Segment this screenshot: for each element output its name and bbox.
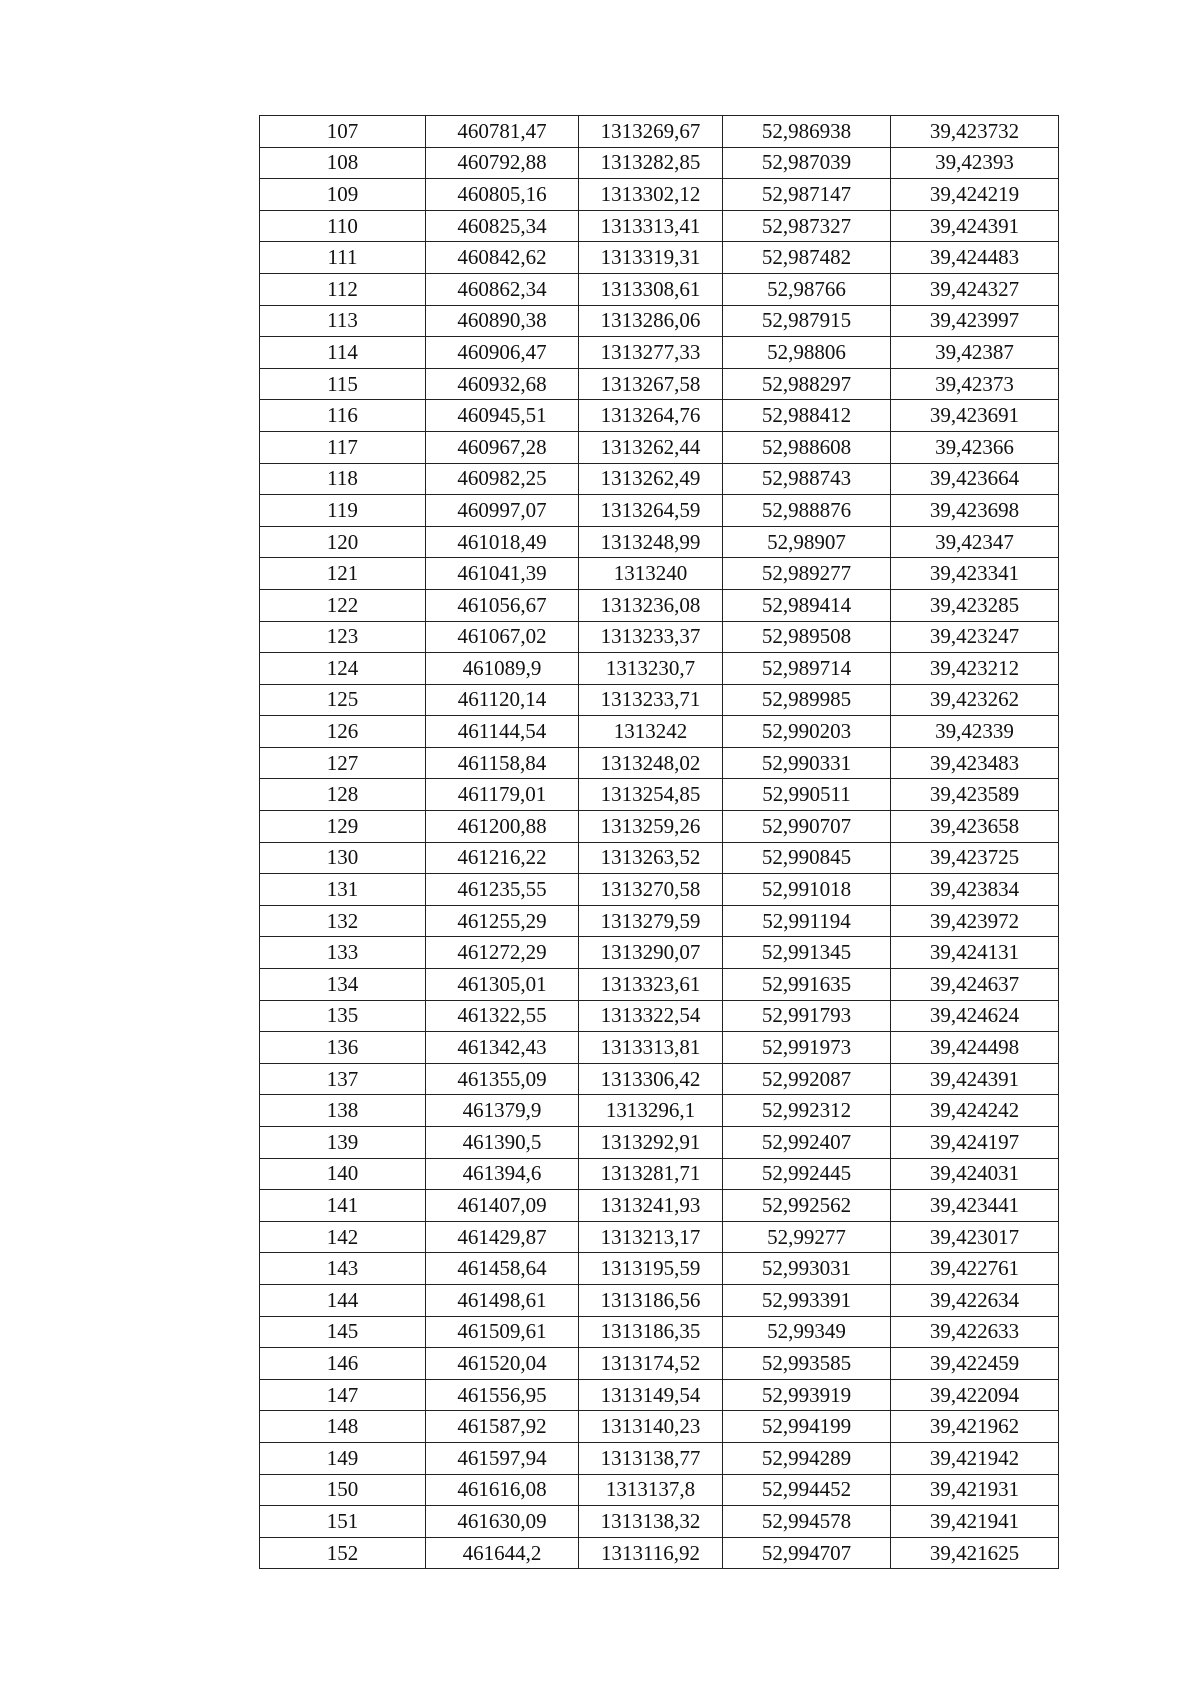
longitude-cell: 39,423285 bbox=[891, 589, 1059, 621]
x-coordinate-cell: 461018,49 bbox=[426, 526, 579, 558]
x-coordinate-cell: 461630,09 bbox=[426, 1506, 579, 1538]
x-coordinate-cell: 461644,2 bbox=[426, 1537, 579, 1569]
longitude-cell: 39,423589 bbox=[891, 779, 1059, 811]
latitude-cell: 52,987915 bbox=[723, 305, 891, 337]
x-coordinate-cell: 461520,04 bbox=[426, 1348, 579, 1380]
table-row bbox=[260, 273, 1059, 305]
x-coordinate-cell: 460825,34 bbox=[426, 210, 579, 242]
x-coordinate-cell: 461200,88 bbox=[426, 811, 579, 843]
point-number-cell: 134 bbox=[260, 969, 426, 1001]
y-coordinate-cell: 1313137,8 bbox=[579, 1474, 723, 1506]
longitude-cell: 39,422634 bbox=[891, 1284, 1059, 1316]
latitude-cell: 52,988876 bbox=[723, 495, 891, 527]
x-coordinate-cell: 461067,02 bbox=[426, 621, 579, 653]
table-row bbox=[260, 1379, 1059, 1411]
y-coordinate-cell: 1313264,76 bbox=[579, 400, 723, 432]
latitude-cell: 52,99277 bbox=[723, 1221, 891, 1253]
longitude-cell: 39,424242 bbox=[891, 1095, 1059, 1127]
x-coordinate-cell: 461587,92 bbox=[426, 1411, 579, 1443]
latitude-cell: 52,993031 bbox=[723, 1253, 891, 1285]
longitude-cell: 39,424391 bbox=[891, 210, 1059, 242]
y-coordinate-cell: 1313279,59 bbox=[579, 905, 723, 937]
latitude-cell: 52,991973 bbox=[723, 1032, 891, 1064]
longitude-cell: 39,424391 bbox=[891, 1063, 1059, 1095]
longitude-cell: 39,423997 bbox=[891, 305, 1059, 337]
table-row bbox=[260, 116, 1059, 148]
table-row bbox=[260, 811, 1059, 843]
table-row bbox=[260, 179, 1059, 211]
longitude-cell: 39,42366 bbox=[891, 431, 1059, 463]
longitude-cell: 39,423247 bbox=[891, 621, 1059, 653]
longitude-cell: 39,42387 bbox=[891, 337, 1059, 369]
y-coordinate-cell: 1313138,77 bbox=[579, 1442, 723, 1474]
table-row bbox=[260, 147, 1059, 179]
x-coordinate-cell: 461041,39 bbox=[426, 558, 579, 590]
x-coordinate-cell: 461179,01 bbox=[426, 779, 579, 811]
table-row bbox=[260, 1253, 1059, 1285]
x-coordinate-cell: 461394,6 bbox=[426, 1158, 579, 1190]
longitude-cell: 39,423483 bbox=[891, 747, 1059, 779]
y-coordinate-cell: 1313292,91 bbox=[579, 1127, 723, 1159]
latitude-cell: 52,99349 bbox=[723, 1316, 891, 1348]
longitude-cell: 39,423972 bbox=[891, 905, 1059, 937]
y-coordinate-cell: 1313313,41 bbox=[579, 210, 723, 242]
y-coordinate-cell: 1313290,07 bbox=[579, 937, 723, 969]
y-coordinate-cell: 1313233,37 bbox=[579, 621, 723, 653]
y-coordinate-cell: 1313186,35 bbox=[579, 1316, 723, 1348]
latitude-cell: 52,990331 bbox=[723, 747, 891, 779]
longitude-cell: 39,423691 bbox=[891, 400, 1059, 432]
table-row bbox=[260, 1158, 1059, 1190]
longitude-cell: 39,424131 bbox=[891, 937, 1059, 969]
x-coordinate-cell: 461322,55 bbox=[426, 1000, 579, 1032]
longitude-cell: 39,422633 bbox=[891, 1316, 1059, 1348]
latitude-cell: 52,988743 bbox=[723, 463, 891, 495]
point-number-cell: 146 bbox=[260, 1348, 426, 1380]
table-row bbox=[260, 747, 1059, 779]
x-coordinate-cell: 460862,34 bbox=[426, 273, 579, 305]
latitude-cell: 52,989508 bbox=[723, 621, 891, 653]
point-number-cell: 130 bbox=[260, 842, 426, 874]
x-coordinate-cell: 460967,28 bbox=[426, 431, 579, 463]
longitude-cell: 39,422459 bbox=[891, 1348, 1059, 1380]
longitude-cell: 39,422094 bbox=[891, 1379, 1059, 1411]
x-coordinate-cell: 461158,84 bbox=[426, 747, 579, 779]
latitude-cell: 52,989414 bbox=[723, 589, 891, 621]
y-coordinate-cell: 1313248,02 bbox=[579, 747, 723, 779]
y-coordinate-cell: 1313242 bbox=[579, 716, 723, 748]
y-coordinate-cell: 1313286,06 bbox=[579, 305, 723, 337]
x-coordinate-cell: 461056,67 bbox=[426, 589, 579, 621]
latitude-cell: 52,98806 bbox=[723, 337, 891, 369]
y-coordinate-cell: 1313138,32 bbox=[579, 1506, 723, 1538]
latitude-cell: 52,98766 bbox=[723, 273, 891, 305]
x-coordinate-cell: 460945,51 bbox=[426, 400, 579, 432]
table-row bbox=[260, 1442, 1059, 1474]
point-number-cell: 120 bbox=[260, 526, 426, 558]
latitude-cell: 52,992445 bbox=[723, 1158, 891, 1190]
latitude-cell: 52,991018 bbox=[723, 874, 891, 906]
latitude-cell: 52,988297 bbox=[723, 368, 891, 400]
table-row bbox=[260, 210, 1059, 242]
point-number-cell: 121 bbox=[260, 558, 426, 590]
latitude-cell: 52,992312 bbox=[723, 1095, 891, 1127]
x-coordinate-cell: 460932,68 bbox=[426, 368, 579, 400]
x-coordinate-cell: 460982,25 bbox=[426, 463, 579, 495]
x-coordinate-cell: 461509,61 bbox=[426, 1316, 579, 1348]
longitude-cell: 39,423732 bbox=[891, 116, 1059, 148]
y-coordinate-cell: 1313323,61 bbox=[579, 969, 723, 1001]
longitude-cell: 39,421931 bbox=[891, 1474, 1059, 1506]
x-coordinate-cell: 461144,54 bbox=[426, 716, 579, 748]
x-coordinate-cell: 460842,62 bbox=[426, 242, 579, 274]
table-row bbox=[260, 1095, 1059, 1127]
x-coordinate-cell: 461216,22 bbox=[426, 842, 579, 874]
point-number-cell: 126 bbox=[260, 716, 426, 748]
y-coordinate-cell: 1313269,67 bbox=[579, 116, 723, 148]
latitude-cell: 52,989985 bbox=[723, 684, 891, 716]
longitude-cell: 39,423664 bbox=[891, 463, 1059, 495]
longitude-cell: 39,423698 bbox=[891, 495, 1059, 527]
table-row bbox=[260, 905, 1059, 937]
point-number-cell: 111 bbox=[260, 242, 426, 274]
table-row bbox=[260, 779, 1059, 811]
y-coordinate-cell: 1313296,1 bbox=[579, 1095, 723, 1127]
y-coordinate-cell: 1313174,52 bbox=[579, 1348, 723, 1380]
point-number-cell: 113 bbox=[260, 305, 426, 337]
table-row bbox=[260, 1537, 1059, 1569]
point-number-cell: 114 bbox=[260, 337, 426, 369]
table-row bbox=[260, 431, 1059, 463]
table-row bbox=[260, 937, 1059, 969]
table-row bbox=[260, 368, 1059, 400]
point-number-cell: 152 bbox=[260, 1537, 426, 1569]
table-row bbox=[260, 621, 1059, 653]
longitude-cell: 39,423441 bbox=[891, 1190, 1059, 1222]
y-coordinate-cell: 1313308,61 bbox=[579, 273, 723, 305]
latitude-cell: 52,993585 bbox=[723, 1348, 891, 1380]
longitude-cell: 39,422761 bbox=[891, 1253, 1059, 1285]
point-number-cell: 110 bbox=[260, 210, 426, 242]
point-number-cell: 117 bbox=[260, 431, 426, 463]
table-row bbox=[260, 1506, 1059, 1538]
latitude-cell: 52,992562 bbox=[723, 1190, 891, 1222]
y-coordinate-cell: 1313149,54 bbox=[579, 1379, 723, 1411]
table-row bbox=[260, 400, 1059, 432]
table-row bbox=[260, 1284, 1059, 1316]
longitude-cell: 39,421941 bbox=[891, 1506, 1059, 1538]
point-number-cell: 125 bbox=[260, 684, 426, 716]
latitude-cell: 52,992407 bbox=[723, 1127, 891, 1159]
y-coordinate-cell: 1313195,59 bbox=[579, 1253, 723, 1285]
y-coordinate-cell: 1313248,99 bbox=[579, 526, 723, 558]
x-coordinate-cell: 460805,16 bbox=[426, 179, 579, 211]
latitude-cell: 52,990845 bbox=[723, 842, 891, 874]
x-coordinate-cell: 461458,64 bbox=[426, 1253, 579, 1285]
y-coordinate-cell: 1313277,33 bbox=[579, 337, 723, 369]
y-coordinate-cell: 1313241,93 bbox=[579, 1190, 723, 1222]
longitude-cell: 39,424219 bbox=[891, 179, 1059, 211]
y-coordinate-cell: 1313263,52 bbox=[579, 842, 723, 874]
point-number-cell: 116 bbox=[260, 400, 426, 432]
table-body bbox=[260, 116, 1059, 1569]
point-number-cell: 119 bbox=[260, 495, 426, 527]
table-row bbox=[260, 969, 1059, 1001]
point-number-cell: 144 bbox=[260, 1284, 426, 1316]
longitude-cell: 39,424498 bbox=[891, 1032, 1059, 1064]
longitude-cell: 39,42347 bbox=[891, 526, 1059, 558]
x-coordinate-cell: 461379,9 bbox=[426, 1095, 579, 1127]
latitude-cell: 52,988608 bbox=[723, 431, 891, 463]
y-coordinate-cell: 1313213,17 bbox=[579, 1221, 723, 1253]
latitude-cell: 52,988412 bbox=[723, 400, 891, 432]
point-number-cell: 138 bbox=[260, 1095, 426, 1127]
longitude-cell: 39,423725 bbox=[891, 842, 1059, 874]
longitude-cell: 39,42373 bbox=[891, 368, 1059, 400]
table-row bbox=[260, 1316, 1059, 1348]
point-number-cell: 118 bbox=[260, 463, 426, 495]
latitude-cell: 52,991345 bbox=[723, 937, 891, 969]
point-number-cell: 108 bbox=[260, 147, 426, 179]
longitude-cell: 39,424483 bbox=[891, 242, 1059, 274]
table-row bbox=[260, 1063, 1059, 1095]
y-coordinate-cell: 1313236,08 bbox=[579, 589, 723, 621]
y-coordinate-cell: 1313259,26 bbox=[579, 811, 723, 843]
latitude-cell: 52,991194 bbox=[723, 905, 891, 937]
y-coordinate-cell: 1313270,58 bbox=[579, 874, 723, 906]
y-coordinate-cell: 1313116,92 bbox=[579, 1537, 723, 1569]
table-row bbox=[260, 653, 1059, 685]
y-coordinate-cell: 1313240 bbox=[579, 558, 723, 590]
x-coordinate-cell: 460906,47 bbox=[426, 337, 579, 369]
coordinates-table bbox=[259, 115, 1059, 1569]
longitude-cell: 39,421962 bbox=[891, 1411, 1059, 1443]
longitude-cell: 39,423834 bbox=[891, 874, 1059, 906]
y-coordinate-cell: 1313254,85 bbox=[579, 779, 723, 811]
y-coordinate-cell: 1313322,54 bbox=[579, 1000, 723, 1032]
latitude-cell: 52,986938 bbox=[723, 116, 891, 148]
table-row bbox=[260, 842, 1059, 874]
x-coordinate-cell: 461272,29 bbox=[426, 937, 579, 969]
latitude-cell: 52,990707 bbox=[723, 811, 891, 843]
point-number-cell: 149 bbox=[260, 1442, 426, 1474]
point-number-cell: 135 bbox=[260, 1000, 426, 1032]
table-row bbox=[260, 305, 1059, 337]
longitude-cell: 39,421625 bbox=[891, 1537, 1059, 1569]
longitude-cell: 39,424197 bbox=[891, 1127, 1059, 1159]
point-number-cell: 131 bbox=[260, 874, 426, 906]
longitude-cell: 39,423341 bbox=[891, 558, 1059, 590]
y-coordinate-cell: 1313262,49 bbox=[579, 463, 723, 495]
longitude-cell: 39,42339 bbox=[891, 716, 1059, 748]
table-row bbox=[260, 684, 1059, 716]
longitude-cell: 39,424327 bbox=[891, 273, 1059, 305]
latitude-cell: 52,989714 bbox=[723, 653, 891, 685]
x-coordinate-cell: 460890,38 bbox=[426, 305, 579, 337]
longitude-cell: 39,424031 bbox=[891, 1158, 1059, 1190]
point-number-cell: 145 bbox=[260, 1316, 426, 1348]
x-coordinate-cell: 461407,09 bbox=[426, 1190, 579, 1222]
point-number-cell: 151 bbox=[260, 1506, 426, 1538]
longitude-cell: 39,423658 bbox=[891, 811, 1059, 843]
y-coordinate-cell: 1313264,59 bbox=[579, 495, 723, 527]
longitude-cell: 39,424624 bbox=[891, 1000, 1059, 1032]
x-coordinate-cell: 461342,43 bbox=[426, 1032, 579, 1064]
table-row bbox=[260, 1474, 1059, 1506]
latitude-cell: 52,994578 bbox=[723, 1506, 891, 1538]
y-coordinate-cell: 1313186,56 bbox=[579, 1284, 723, 1316]
point-number-cell: 136 bbox=[260, 1032, 426, 1064]
x-coordinate-cell: 461355,09 bbox=[426, 1063, 579, 1095]
x-coordinate-cell: 461556,95 bbox=[426, 1379, 579, 1411]
x-coordinate-cell: 461498,61 bbox=[426, 1284, 579, 1316]
x-coordinate-cell: 461235,55 bbox=[426, 874, 579, 906]
point-number-cell: 142 bbox=[260, 1221, 426, 1253]
x-coordinate-cell: 461390,5 bbox=[426, 1127, 579, 1159]
point-number-cell: 148 bbox=[260, 1411, 426, 1443]
x-coordinate-cell: 461429,87 bbox=[426, 1221, 579, 1253]
y-coordinate-cell: 1313233,71 bbox=[579, 684, 723, 716]
table-row bbox=[260, 716, 1059, 748]
latitude-cell: 52,993391 bbox=[723, 1284, 891, 1316]
point-number-cell: 137 bbox=[260, 1063, 426, 1095]
point-number-cell: 139 bbox=[260, 1127, 426, 1159]
point-number-cell: 107 bbox=[260, 116, 426, 148]
y-coordinate-cell: 1313267,58 bbox=[579, 368, 723, 400]
point-number-cell: 141 bbox=[260, 1190, 426, 1222]
longitude-cell: 39,423262 bbox=[891, 684, 1059, 716]
point-number-cell: 122 bbox=[260, 589, 426, 621]
longitude-cell: 39,424637 bbox=[891, 969, 1059, 1001]
latitude-cell: 52,991635 bbox=[723, 969, 891, 1001]
x-coordinate-cell: 460997,07 bbox=[426, 495, 579, 527]
table-row bbox=[260, 526, 1059, 558]
x-coordinate-cell: 461616,08 bbox=[426, 1474, 579, 1506]
y-coordinate-cell: 1313282,85 bbox=[579, 147, 723, 179]
y-coordinate-cell: 1313140,23 bbox=[579, 1411, 723, 1443]
latitude-cell: 52,994289 bbox=[723, 1442, 891, 1474]
latitude-cell: 52,994707 bbox=[723, 1537, 891, 1569]
x-coordinate-cell: 460781,47 bbox=[426, 116, 579, 148]
point-number-cell: 147 bbox=[260, 1379, 426, 1411]
point-number-cell: 115 bbox=[260, 368, 426, 400]
table-row bbox=[260, 463, 1059, 495]
point-number-cell: 143 bbox=[260, 1253, 426, 1285]
table-row bbox=[260, 1221, 1059, 1253]
latitude-cell: 52,993919 bbox=[723, 1379, 891, 1411]
table-row bbox=[260, 1411, 1059, 1443]
point-number-cell: 128 bbox=[260, 779, 426, 811]
y-coordinate-cell: 1313313,81 bbox=[579, 1032, 723, 1064]
latitude-cell: 52,989277 bbox=[723, 558, 891, 590]
point-number-cell: 132 bbox=[260, 905, 426, 937]
y-coordinate-cell: 1313302,12 bbox=[579, 179, 723, 211]
latitude-cell: 52,990511 bbox=[723, 779, 891, 811]
x-coordinate-cell: 461255,29 bbox=[426, 905, 579, 937]
y-coordinate-cell: 1313306,42 bbox=[579, 1063, 723, 1095]
x-coordinate-cell: 461089,9 bbox=[426, 653, 579, 685]
latitude-cell: 52,990203 bbox=[723, 716, 891, 748]
latitude-cell: 52,987039 bbox=[723, 147, 891, 179]
y-coordinate-cell: 1313319,31 bbox=[579, 242, 723, 274]
x-coordinate-cell: 461120,14 bbox=[426, 684, 579, 716]
table-row bbox=[260, 242, 1059, 274]
point-number-cell: 109 bbox=[260, 179, 426, 211]
point-number-cell: 140 bbox=[260, 1158, 426, 1190]
latitude-cell: 52,987147 bbox=[723, 179, 891, 211]
table-row bbox=[260, 1032, 1059, 1064]
latitude-cell: 52,994452 bbox=[723, 1474, 891, 1506]
latitude-cell: 52,992087 bbox=[723, 1063, 891, 1095]
longitude-cell: 39,423017 bbox=[891, 1221, 1059, 1253]
y-coordinate-cell: 1313230,7 bbox=[579, 653, 723, 685]
longitude-cell: 39,421942 bbox=[891, 1442, 1059, 1474]
table-row bbox=[260, 874, 1059, 906]
point-number-cell: 133 bbox=[260, 937, 426, 969]
table-row bbox=[260, 1127, 1059, 1159]
x-coordinate-cell: 461597,94 bbox=[426, 1442, 579, 1474]
table-row bbox=[260, 558, 1059, 590]
latitude-cell: 52,994199 bbox=[723, 1411, 891, 1443]
longitude-cell: 39,423212 bbox=[891, 653, 1059, 685]
table-row bbox=[260, 337, 1059, 369]
point-number-cell: 129 bbox=[260, 811, 426, 843]
table-row bbox=[260, 495, 1059, 527]
point-number-cell: 112 bbox=[260, 273, 426, 305]
latitude-cell: 52,98907 bbox=[723, 526, 891, 558]
point-number-cell: 123 bbox=[260, 621, 426, 653]
point-number-cell: 127 bbox=[260, 747, 426, 779]
table-row bbox=[260, 1190, 1059, 1222]
table-row bbox=[260, 1000, 1059, 1032]
latitude-cell: 52,987327 bbox=[723, 210, 891, 242]
x-coordinate-cell: 461305,01 bbox=[426, 969, 579, 1001]
table-row bbox=[260, 589, 1059, 621]
x-coordinate-cell: 460792,88 bbox=[426, 147, 579, 179]
table-row bbox=[260, 1348, 1059, 1380]
y-coordinate-cell: 1313262,44 bbox=[579, 431, 723, 463]
longitude-cell: 39,42393 bbox=[891, 147, 1059, 179]
latitude-cell: 52,987482 bbox=[723, 242, 891, 274]
y-coordinate-cell: 1313281,71 bbox=[579, 1158, 723, 1190]
point-number-cell: 124 bbox=[260, 653, 426, 685]
point-number-cell: 150 bbox=[260, 1474, 426, 1506]
latitude-cell: 52,991793 bbox=[723, 1000, 891, 1032]
